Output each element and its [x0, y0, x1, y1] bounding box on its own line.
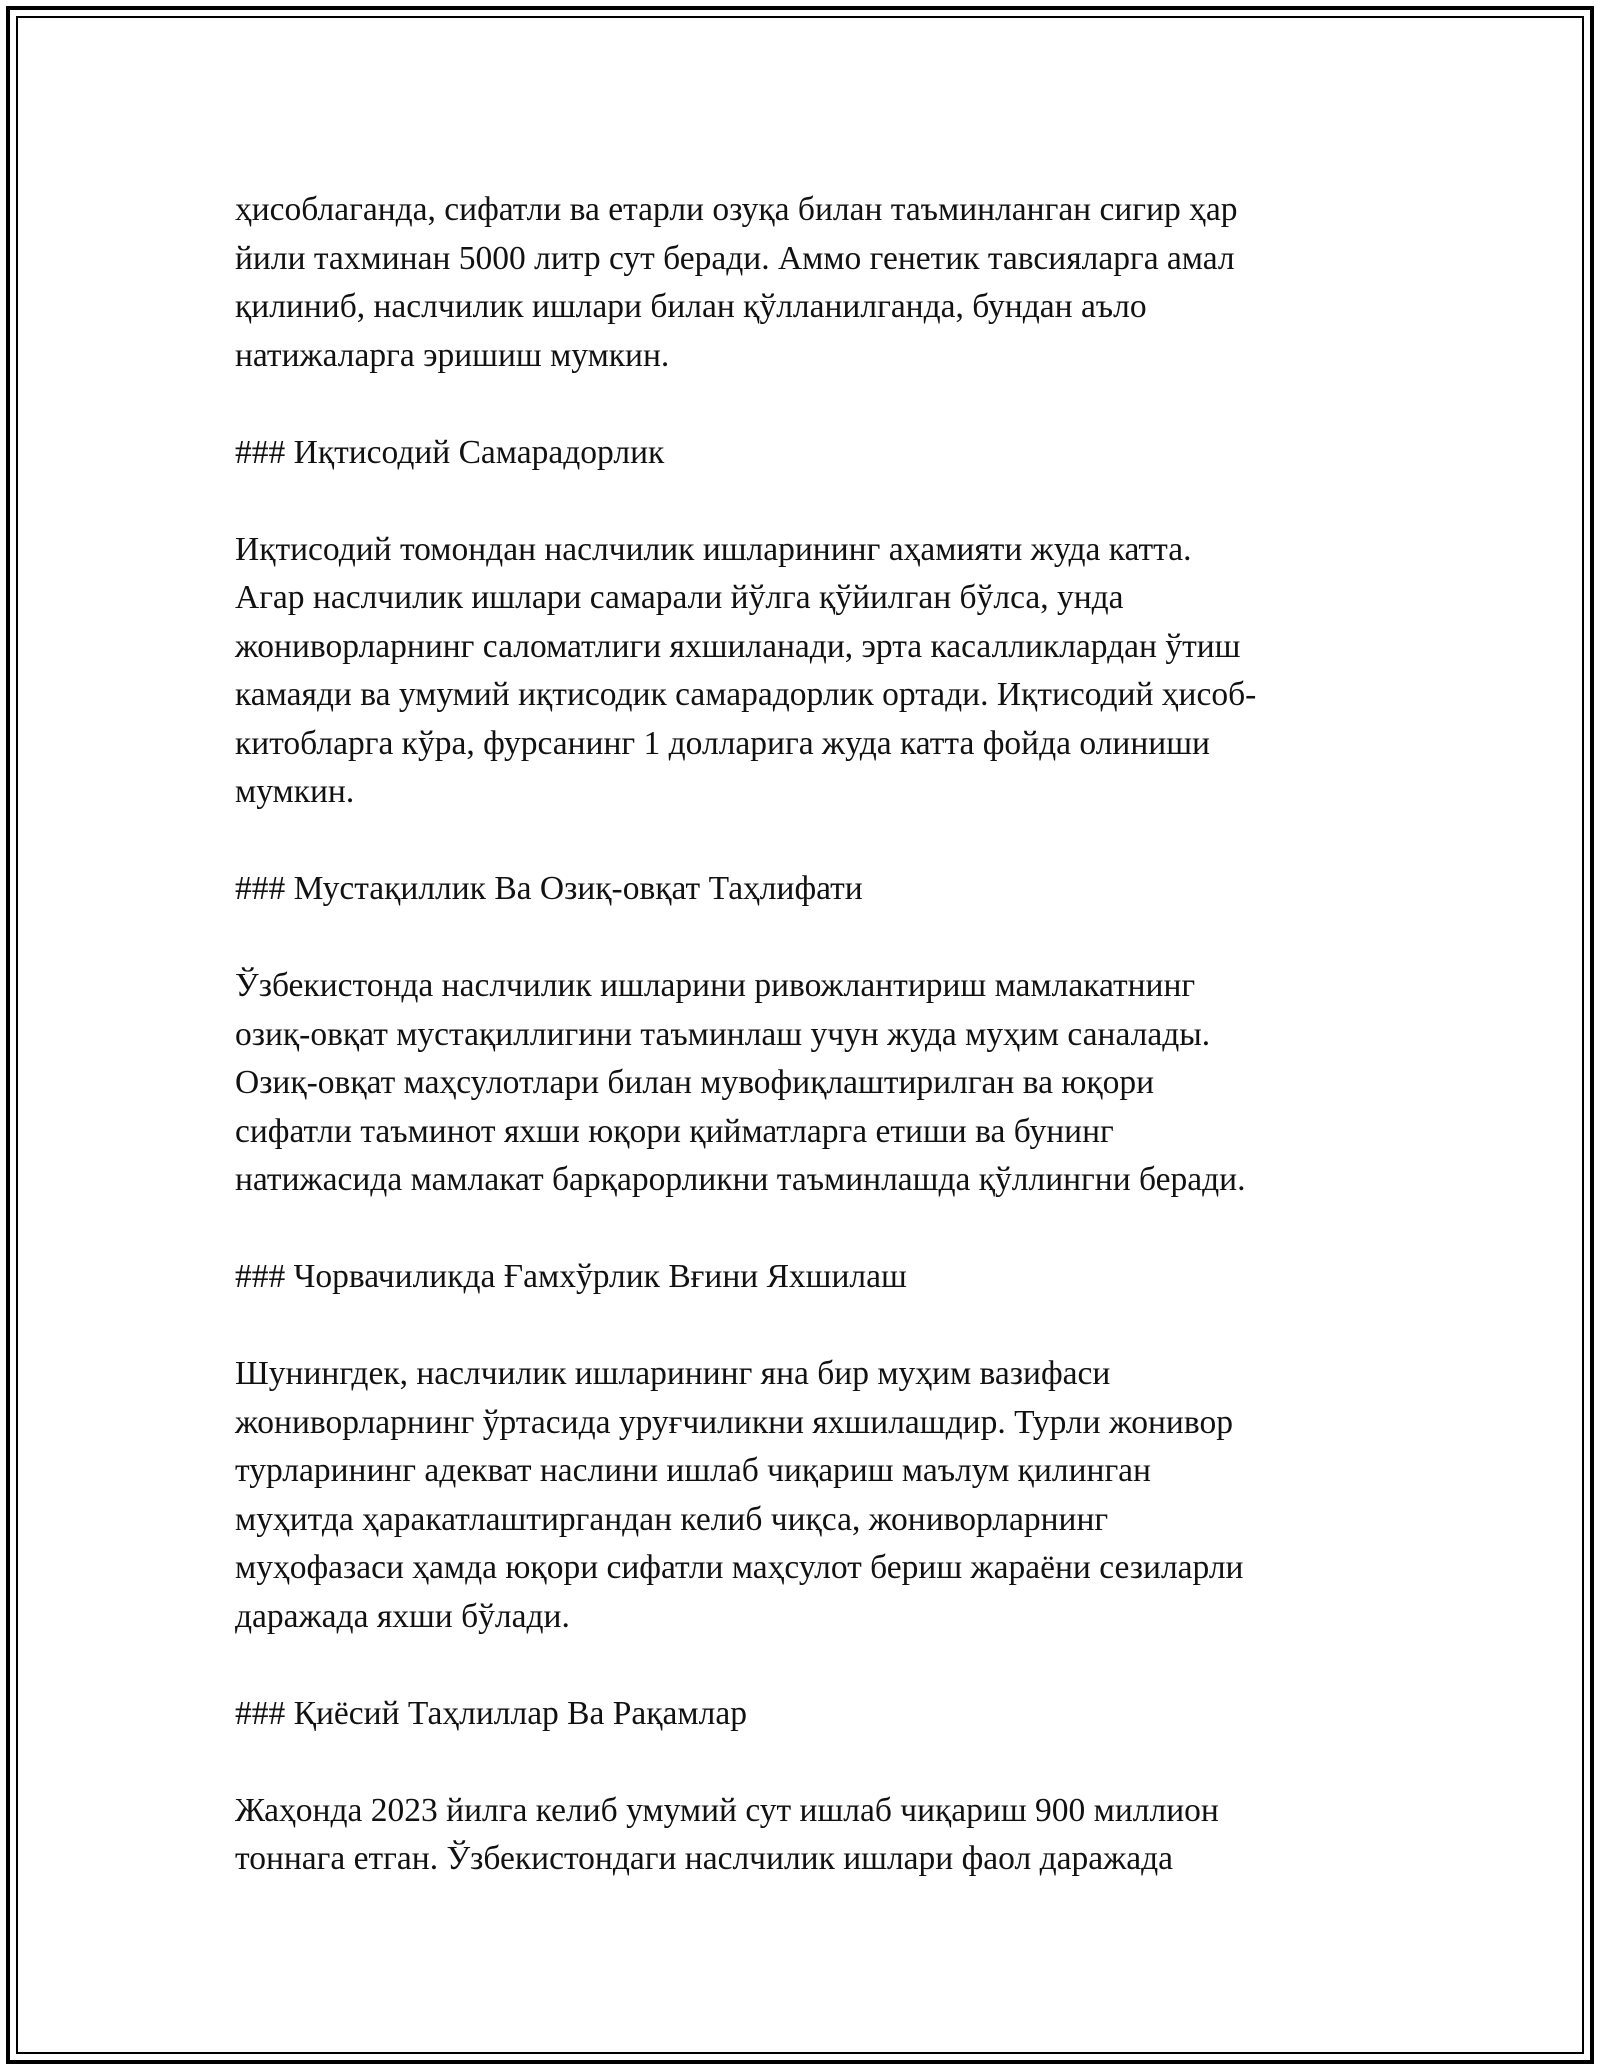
paragraph-line: жониворларнинг ўртасида уруғчиликни яхшилашдир. Турли жонивор — [235, 1403, 1233, 1441]
paragraph-line: Агар наслчилик ишлари самарали йўлга қўйилган бўлса, унда — [235, 579, 1124, 616]
block-spacer — [235, 817, 1365, 866]
paragraph-line: натижасида мамлакат барқарорликни таъминлашда қўллингни беради. — [235, 1161, 1246, 1198]
block-spacer — [235, 1641, 1365, 1690]
paragraph — [235, 962, 1365, 1205]
paragraph-line: жониворларнинг саломатлиги яхшиланади, эрта касалликлардан ўтиш — [235, 627, 1241, 665]
section-heading: ### Чорвачиликда Ғамхўрлик Вғини Яхшилаш — [235, 1258, 907, 1295]
paragraph-line: китобларга кўра, фурсанинг 1 долларига жуда катта фойда олиниши — [235, 724, 1210, 762]
paragraph — [235, 1350, 1365, 1641]
paragraph-line: сифатли таъминот яхши юқори қийматларга етиши ва бунинг — [235, 1112, 1114, 1150]
paragraph-line: муҳитда ҳаракатлаштиргандан келиб чиқса, жониворларнинг — [235, 1500, 1109, 1538]
paragraph-line: тоннага етган. Ўзбекистондаги наслчилик ишлари фаол даражада — [235, 1840, 1174, 1877]
section-heading: ### Иқтисодий Самарадорлик — [235, 433, 665, 471]
paragraph — [235, 186, 1365, 380]
section-heading: ### Қиёсий Таҳлиллар Ва Рақамлар — [235, 1694, 747, 1732]
paragraph-line: ҳисоблаганда, сифатли ва етарли озуқа билан таъминланган сигир ҳар — [235, 191, 1238, 228]
paragraph — [235, 1787, 1365, 1884]
paragraph-line: даражада яхши бўлади. — [235, 1597, 570, 1635]
section-heading: ### Мустақиллик Ва Озиқ-овқат Таҳлифати — [235, 870, 863, 907]
block-spacer — [235, 1205, 1365, 1254]
block-spacer — [235, 380, 1365, 429]
paragraph-line: озиқ-овқат мустақиллигини таъминлаш учун жуда муҳим саналады. — [235, 1015, 1211, 1053]
paragraph-line: Озиқ-овқат маҳсулотлари билан мувофиқлаштирилган ва юқори — [235, 1064, 1155, 1101]
paragraph-line: қилиниб, наслчилик ишлари билан қўлланилганда, бундан аъло — [235, 288, 1147, 325]
paragraph-line: натижаларга эришиш мумкин. — [235, 336, 670, 374]
block-spacer — [235, 1302, 1365, 1351]
paragraph-line: Ўзбекистонда наслчилик ишларини ривожлантириш мамлакатнинг — [235, 967, 1196, 1004]
block-spacer — [235, 477, 1365, 526]
paragraph — [235, 526, 1365, 817]
paragraph-line: камаяди ва умумий иқтисодик самарадорлик ортади. Иқтисодий ҳисоб- — [235, 676, 1257, 713]
paragraph-line: мумкин. — [235, 773, 355, 810]
paragraph-line: Шунингдек, наслчилик ишларининг яна бир муҳим вазифаси — [235, 1355, 1111, 1392]
block-spacer — [235, 1738, 1365, 1787]
paragraph-line: турларининг адекват наслини ишлаб чиқариш маълум қилинган — [235, 1452, 1151, 1489]
block-spacer — [235, 914, 1365, 963]
paragraph-line: муҳофазаси ҳамда юқори сифатли маҳсулот бериш жараёни сезиларли — [235, 1549, 1244, 1586]
document-body — [235, 186, 1365, 1884]
paragraph-line: Жаҳонда 2023 йилга келиб умумий сут ишлаб чиқариш 900 миллион — [235, 1791, 1219, 1829]
paragraph-line: йили тахминан 5000 литр сут беради. Аммо генетик тавсияларга амал — [235, 239, 1235, 277]
paragraph-line: Иқтисодий томондан наслчилик ишларининг аҳамияти жуда катта. — [235, 530, 1192, 568]
